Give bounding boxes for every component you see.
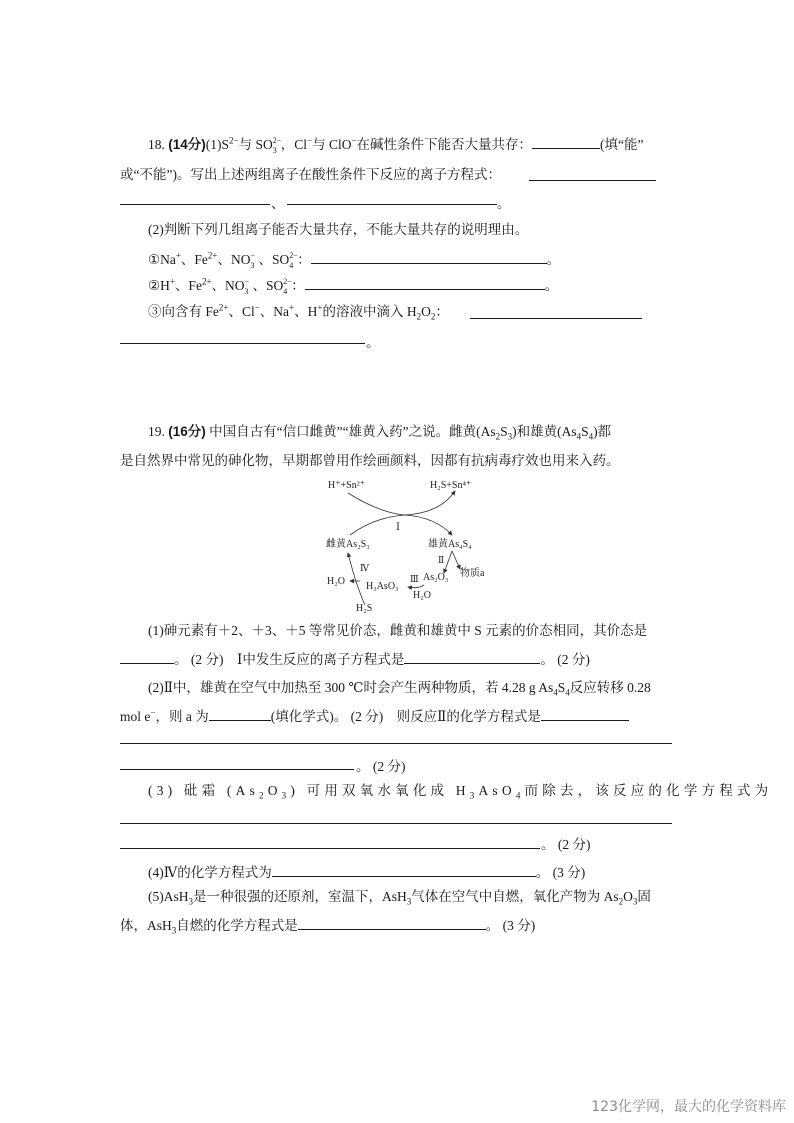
- item1-fe-charge: 2+: [207, 250, 218, 261]
- diagram-top-left: H⁺+Sn²⁺: [328, 480, 365, 491]
- item2-so4-charge: [283, 277, 292, 296]
- diagram-step4: Ⅳ: [360, 563, 369, 573]
- q18-score: (14分): [168, 137, 206, 152]
- arrow-to-as2o3: [444, 551, 452, 573]
- diagram-substance-a: 物质a: [460, 568, 485, 579]
- q19-p1-b: 。 (2 分) Ⅰ中发生反应的离子方程式是: [174, 652, 405, 667]
- so4-sup: 2−: [289, 251, 298, 260]
- item3-cl-charge: −: [254, 302, 260, 313]
- so4-sup: 2−: [283, 277, 292, 286]
- ash3-sub2: 3: [406, 896, 412, 907]
- q18-p1-intro: (1)S: [205, 137, 230, 152]
- q18-text1: 在碱性条件下能否大量共存：: [356, 137, 533, 152]
- as4s4-sub1: 4: [576, 431, 582, 442]
- q19-p1-a: (1)砷元素有＋2、＋3、＋5 等常见价态，雌黄和雄黄中 S 元素的价态相同，其价态是: [148, 623, 648, 638]
- item3-text-d: 、H: [294, 304, 318, 319]
- answer-blank-step4-equation[interactable]: [272, 862, 536, 877]
- reaction-cycle-diagram: [320, 475, 490, 615]
- q19-intro-b: S: [500, 424, 508, 439]
- item2-label: ②H: [148, 278, 170, 293]
- q19-p5-b: 是一种很强的还原剂，室温下，AsH: [193, 889, 407, 904]
- item2-fe: 、Fe: [174, 278, 202, 293]
- answer-blank-step2-line3[interactable]: [120, 769, 354, 770]
- q19-p4-end: 。 (3 分): [535, 865, 586, 880]
- no3-sub: 3: [244, 287, 249, 296]
- q19-intro-e: )都: [593, 424, 612, 439]
- clo-charge: −: [351, 135, 357, 146]
- answer-blank-substance-a[interactable]: [209, 706, 271, 721]
- so3-charge: [272, 136, 282, 155]
- arrow-to-h3aso3: [408, 585, 424, 588]
- diagram-step1: Ⅰ: [396, 522, 400, 533]
- q19-p5-c: 气体在空气中自燃，氧化产物为 As: [411, 889, 619, 904]
- diagram-h3aso3: H₃AsO₃: [366, 581, 399, 592]
- h2o2-sub2: 2: [430, 311, 436, 322]
- arrow-bottom: [350, 515, 452, 535]
- q19-p3-b: O: [267, 783, 282, 798]
- item2-fe-charge: 2+: [201, 276, 212, 287]
- as4s4-sub2: 4: [588, 431, 594, 442]
- q18-line2: [120, 166, 501, 184]
- h3aso4-sub2: 4: [515, 790, 525, 801]
- answer-blank-equation1[interactable]: [120, 204, 270, 205]
- q19-p2-a3: 反应转移 0.28: [569, 680, 651, 695]
- diagram-as2o3: As₂O₃: [423, 572, 449, 583]
- electron-charge: −: [150, 707, 156, 718]
- answer-blank-item3-start[interactable]: [470, 318, 642, 319]
- arrow-to-as2s3: [348, 553, 365, 605]
- q19-p1-line2: [120, 649, 590, 669]
- q18-number: 18.: [148, 137, 165, 152]
- q19-intro-a: 中国自古有“信口雌黄”“雄黄入药”之说。雌黄(As: [209, 424, 496, 439]
- no3-sub: 3: [250, 261, 255, 270]
- q18-p2-intro-text: (2)判断下列几组离子能否大量共存，不能大量共存的说明理由。: [148, 222, 529, 237]
- q19-line1: [148, 423, 611, 441]
- cl-charge: −: [307, 135, 313, 146]
- q19-p3-c: ) 可用双氧水氧化成 H: [290, 783, 470, 798]
- q19-p3-a: (3) 砒霜 (As: [148, 783, 259, 798]
- item3-h-charge: +: [317, 302, 323, 313]
- ash3-sub1: 3: [188, 896, 193, 907]
- q18-item1: [148, 249, 560, 269]
- q18-item3: [148, 303, 449, 321]
- q19-intro-d: S: [581, 424, 589, 439]
- diagram-h2o-left: H₂O: [327, 576, 345, 587]
- item3-text-f: O: [421, 304, 431, 319]
- arrow-top: [348, 491, 455, 515]
- so4-sub: 4: [289, 261, 294, 270]
- q19-p2-line1: [148, 679, 651, 697]
- answer-blank-step2-equation[interactable]: [541, 706, 629, 721]
- as4s4-sub-a: 4: [553, 687, 558, 698]
- q19-p5-line1: [148, 888, 651, 906]
- q19-p3-line1: [148, 782, 772, 800]
- q19-p1-line1: [148, 622, 647, 640]
- arrow-to-a: [452, 551, 460, 569]
- q19-p2-a: (2)Ⅱ中，雄黄在空气中加热至 300 ℃时会产生两种物质，若 4.28 g As: [148, 680, 554, 695]
- item1-colon: ：: [297, 252, 311, 267]
- item3-na-charge: +: [289, 302, 295, 313]
- answer-blank-item3[interactable]: [120, 343, 365, 344]
- item1-no3: 、NO: [217, 252, 251, 267]
- as2s3-sub2: 3: [507, 431, 513, 442]
- so3-sup: 2−: [272, 136, 282, 145]
- q19-p2-end: 。 (2 分): [356, 759, 406, 774]
- h3aso4-sub1: 3: [469, 790, 479, 801]
- q19-p5-g: 自燃的化学方程式是: [176, 918, 298, 933]
- answer-blank-step2-line2[interactable]: [120, 743, 672, 744]
- q19-p4-a: (4)Ⅳ的化学方程式为: [148, 865, 272, 880]
- so3-sub: 3: [272, 146, 277, 155]
- diagram-right-node: 雄黄As₄S₄: [428, 539, 472, 550]
- q19-p5-line2: [120, 915, 535, 935]
- h2o2-sub1: 2: [416, 311, 422, 322]
- q19-p3-d: AsO: [478, 783, 516, 798]
- answer-blank-p3-line2[interactable]: [120, 848, 540, 849]
- answer-blank-item1[interactable]: [311, 249, 547, 264]
- q19-intro2: 是自然界中常见的砷化物，早期都曾用作绘画颜料，因都有抗病毒疗效也用来入药。: [120, 453, 620, 468]
- q19-p5-a: (5)AsH: [148, 889, 189, 904]
- answer-blank-coexist[interactable]: [532, 134, 600, 149]
- q19-p2-b: mol e: [120, 709, 151, 724]
- item1-fe: 、Fe: [180, 252, 208, 267]
- answer-blank-valence[interactable]: [120, 649, 174, 664]
- item1-so4: 、SO: [258, 252, 290, 267]
- q19-p5-d: O: [623, 889, 633, 904]
- q18-p1-end: 。: [497, 196, 511, 211]
- q19-p2-a2: S: [557, 680, 566, 695]
- item3-end: 。: [366, 335, 380, 350]
- as2o3-sub1: 2: [259, 790, 268, 801]
- q19-line2: [120, 452, 620, 470]
- item2-h-charge: +: [169, 276, 175, 287]
- diagram-top-right: H₂S+Sn⁴⁺: [430, 480, 472, 491]
- diagram-h2s: H₂S: [356, 603, 373, 614]
- item3-text-b: 、Cl: [228, 304, 255, 319]
- q18-separator: 、: [271, 196, 285, 211]
- q19-score: (16分): [168, 424, 206, 439]
- answer-blank-ash3-equation[interactable]: [298, 915, 486, 930]
- q19-p2-b2: ，则 a 为: [155, 709, 209, 724]
- as2o3-sub-a: 2: [618, 896, 624, 907]
- item2-no3: 、NO: [211, 278, 245, 293]
- q18-comma: ，Cl: [280, 137, 307, 152]
- q18-with1: 与 SO: [238, 137, 273, 152]
- q19-p5-f: 体，AsH: [120, 918, 172, 933]
- q19-p2-c: (填化学式)。 (2 分) 则反应Ⅱ的化学方程式是: [270, 709, 541, 724]
- q19-p1-c: 。 (2 分): [540, 652, 590, 667]
- item3-text-a: ③向含有 Fe: [148, 304, 219, 319]
- item3-text-e: 的溶液中滴入 H: [322, 304, 417, 319]
- q18-fill-hint: (填“能”: [600, 137, 644, 152]
- q18-p2-intro: [148, 221, 528, 239]
- item1-so4-charge: [289, 251, 298, 270]
- answer-blank-item2[interactable]: [305, 275, 545, 290]
- as2o3-sub-b: 3: [632, 896, 638, 907]
- q19-p2-line2: [120, 706, 629, 726]
- q19-p3-text: [148, 783, 773, 801]
- no3-sup: −: [250, 251, 256, 260]
- as2s3-sub1: 2: [495, 431, 501, 442]
- q19-intro-c: )和雄黄(As: [512, 424, 577, 439]
- answer-blank-equation2[interactable]: [287, 204, 497, 205]
- item1-na-charge: +: [175, 250, 181, 261]
- q18-item2: [148, 275, 558, 295]
- item2-so4: 、SO: [252, 278, 284, 293]
- answer-blank-p3-line1[interactable]: [120, 823, 672, 824]
- answer-blank-equation1-start[interactable]: [529, 180, 656, 181]
- so4-sub: 4: [283, 287, 288, 296]
- item1-no3-charge: [250, 251, 259, 270]
- item3-fe-charge: 2+: [218, 302, 229, 313]
- q19-p5-e: 固: [637, 889, 651, 904]
- item3-colon: ：: [435, 304, 449, 319]
- item2-no3-charge: [244, 277, 253, 296]
- q18-with2: 与 ClO: [312, 137, 352, 152]
- answer-blank-step1-equation[interactable]: [404, 649, 540, 664]
- q19-p4: [148, 862, 585, 882]
- as2o3-sub2: 3: [281, 790, 291, 801]
- q18-line2-text: 或“不能”)。写出上述两组离子在酸性条件下反应的离子方程式：: [120, 167, 501, 182]
- as4s4-sub-b: 4: [565, 687, 570, 698]
- diagram-left-node: 雌黄As₂S₃: [326, 539, 370, 550]
- no3-sup: −: [244, 277, 250, 286]
- item2-colon: ：: [291, 278, 305, 293]
- s-charge: 2−: [229, 135, 239, 146]
- q19-number: 19.: [148, 424, 165, 439]
- ash3-sub3: 3: [171, 925, 177, 936]
- watermark: 123化学网，最大的化学资料库: [591, 1099, 786, 1115]
- item1-label: ①Na: [148, 252, 176, 267]
- diagram-h2o-bottom: H₂O: [413, 590, 431, 601]
- q19-p5-end: 。 (3 分): [485, 918, 536, 933]
- item1-end: 。: [546, 252, 561, 267]
- q19-p3-end: 。 (2 分): [541, 837, 591, 852]
- q18-line1: [148, 134, 644, 154]
- item3-text-c: 、Na: [259, 304, 290, 319]
- diagram-step2: Ⅱ: [438, 555, 445, 565]
- diagram-step3: Ⅲ: [410, 574, 419, 584]
- item2-end: 。: [544, 278, 559, 293]
- q19-p3-e: 而除去，该反应的化学方程式为: [524, 783, 773, 798]
